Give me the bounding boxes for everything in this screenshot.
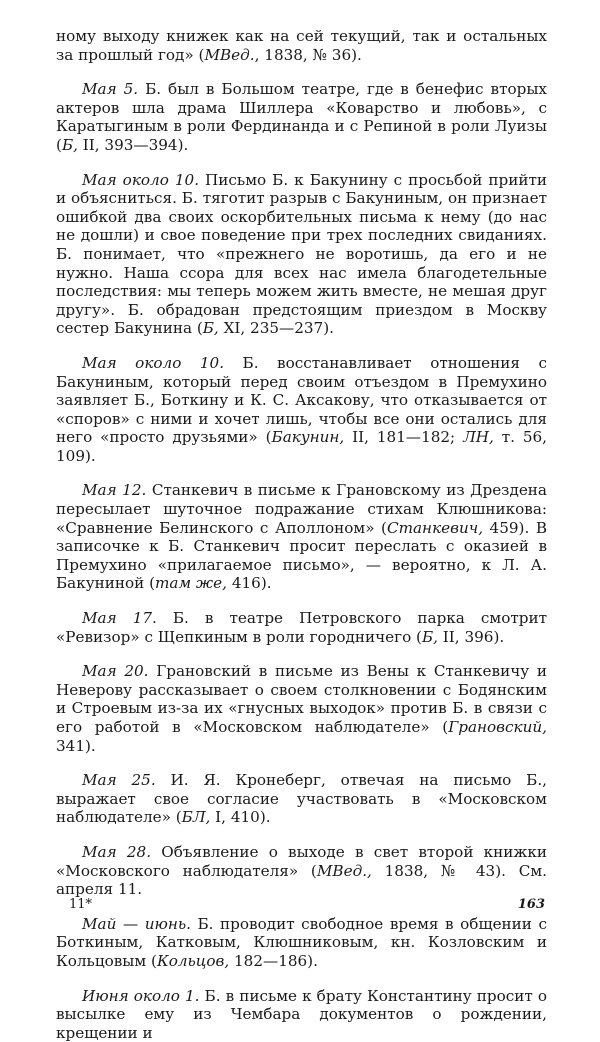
page-number: 163 — [517, 897, 545, 912]
entry-text: II, 396). — [437, 627, 505, 646]
chronicle-entry — [56, 987, 547, 1042]
entry-date: Мая 17. — [82, 609, 157, 628]
entry-date: Мая 20. — [82, 662, 149, 681]
entry-text: Бакунин, — [271, 428, 345, 447]
entry-text: там же, — [155, 574, 227, 593]
entry-text: Станкевич в письме к Грановскому из Дрездена пересылает шуточное подражание стихам Клюшникова: «Сравнение Белинского с Аполлоном» ( — [56, 481, 547, 537]
chronicle-entry — [56, 609, 547, 646]
entry-text: Грановский в письме из Вены к Станкевичу и Неверову рассказывает о своем столкновении с Бодянским и Строевым из-за их «гнусных выходок» против Б. в связи с его работой в «Московском наблюдателе» ( — [56, 662, 547, 736]
chronicle-entry — [56, 27, 547, 64]
entry-text: 182—186). — [229, 951, 318, 970]
entry-text: Б. в письме к брату Константину просит о высылке ему из Чембара документов о рождении, крещении и — [56, 986, 547, 1042]
entry-text: 416). — [227, 574, 272, 593]
entry-text: Станкевич, — [386, 518, 484, 537]
chronicle-entry — [56, 354, 547, 466]
entry-date: Май — июнь. — [82, 914, 191, 933]
entry-text: Грановский, — [448, 718, 547, 736]
entry-text: ЛН, — [463, 428, 494, 447]
entry-text: МВед., — [316, 861, 372, 880]
entry-text: 459). В записочке к Б. Станкевич просит переслать с оказией в Премухино «прилагаемое письмо», — вероятно, к Л. А. Бакуниной ( — [56, 518, 547, 593]
entry-text: 341). — [56, 736, 96, 755]
entry-text: I, 410). — [210, 808, 271, 827]
chronicle-entry — [56, 771, 547, 827]
entry-text: Б, — [421, 627, 438, 646]
entry-date: Мая около 10. — [82, 170, 200, 189]
entry-text: ному выходу книжек как на сей текущий, так и остальных за прошлый год» ( — [56, 27, 547, 64]
entry-text: И. Я. Кронеберг, отвечая на письмо Б., выражает свое согласие участвовать в «Московском наблюдателе» ( — [56, 771, 547, 827]
chronicle-entry — [56, 80, 547, 154]
chronicle-entries — [56, 27, 547, 1042]
printer-signature-mark: 11* — [69, 897, 93, 912]
entry-date: Мая 5. — [82, 80, 139, 99]
chronicle-entry — [56, 171, 547, 338]
entry-text: Б. проводит свободное время в общении с Боткиным, Катковым, Клюшниковым, кн. Козловским и Кольцовым ( — [56, 914, 547, 970]
entry-date: Мая 12. — [82, 481, 147, 500]
chronicle-entry — [56, 843, 547, 899]
entry-text: II, 181—182; — [344, 428, 464, 447]
entry-text: II, 393—394). — [77, 135, 189, 154]
entry-text: Б. восстанавливает отношения с Бакуниным, который перед своим отъездом в Премухино заявляет Б., Боткину и К. С. Аксакову, что отказывается от «споров» с ними и хочет лишь, чтобы все они остались для него «просто друзьями» ( — [56, 353, 547, 447]
entry-text: МВед. — [204, 45, 255, 64]
entry-text: Б, — [202, 319, 219, 338]
chronicle-entry — [56, 662, 547, 755]
entry-text: 1838, № 43). См. апреля 11. — [56, 861, 547, 899]
entry-text: , 1838, № 36). — [254, 45, 362, 64]
entry-text: БЛ, — [181, 808, 211, 827]
chronicle-entry — [56, 915, 547, 971]
entry-text: Кольцов, — [156, 951, 230, 970]
chronicle-entry — [56, 481, 547, 593]
entry-text: Б. в театре Петровского парка смотрит «Ревизор» с Щепкиным в роли городничего ( — [56, 609, 547, 646]
entry-text: Письмо Б. к Бакунину с просьбой прийти и объясниться. Б. тяготит разрыв с Бакуниным, он признает ошибкой два своих оскорбительных письма к нему (до нас не дошли) и свое поведение при трех последних свиданиях. Б. понимает, что «прежнего не воротишь, да его и не нужно. Наша ссора для всех нас имела благодетельные последствия: мы теперь можем жить вместе, не мешая друг другу». Б. обрадован предстоящим приездом в Москву сестер Бакунина ( — [56, 170, 547, 338]
entry-date: Мая около 10. — [82, 353, 225, 372]
entry-text: Объявление о выходе в свет второй книжки «Московского наблюдателя» ( — [56, 842, 547, 880]
entry-date: Мая 25. — [82, 771, 156, 790]
entry-text: т. 56, 109). — [56, 428, 548, 465]
entry-date: Июня около 1. — [82, 986, 200, 1005]
entry-text: XI, 235—237). — [218, 319, 334, 338]
entry-date: Мая 28. — [82, 842, 152, 861]
entry-text: Б. был в Большом театре, где в бенефис вторых актеров шла драма Шиллера «Коварство и любовь», с Каратыгиным в роли Фердинанда и с Репиной в роли Луизы ( — [56, 80, 548, 154]
entry-text: Б, — [61, 135, 78, 154]
